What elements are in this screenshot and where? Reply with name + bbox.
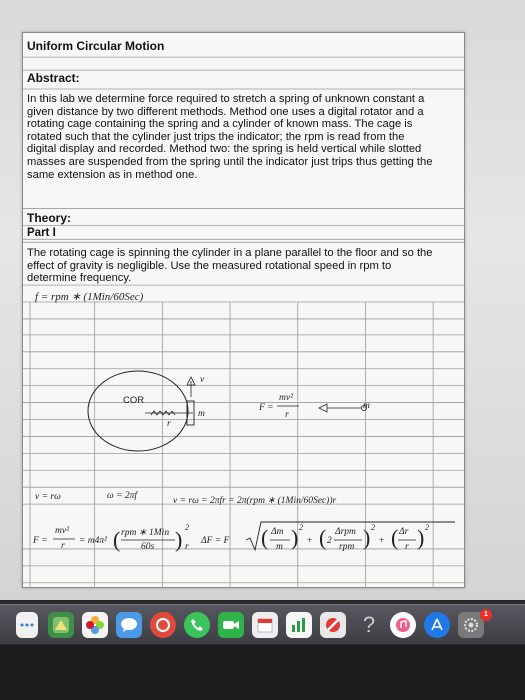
paren-close: ) [175,527,183,552]
abstract-line: given distance by two different methods. Method one uses a digital rotator and a [27,105,424,118]
paren-close: ) [291,525,299,550]
fraction-bar [121,539,175,541]
paren-open: ( [319,525,327,550]
theory-line: effect of gravity is negligible. Use the measured rotational speed in rpm to [27,259,392,272]
abstract-line: rotated such that the cylinder just trips the indicator; the rpm is read from the [27,130,405,143]
velocity-formula: v = rω [35,492,61,502]
abstract-heading: Abstract: [27,71,80,85]
messages-icon[interactable] [116,612,142,638]
calendar-icon[interactable] [252,612,278,638]
page-title: Uniform Circular Motion [27,39,165,53]
app-store-icon[interactable] [424,612,450,638]
theory-heading: Theory: [27,211,72,225]
omega-formula: ω = 2πf [107,491,138,501]
paren-close: ) [363,525,371,550]
maps-icon[interactable] [48,612,74,638]
theory-line: determine frequency. [27,272,132,285]
r-denominator: r [405,542,409,552]
photos-icon[interactable] [82,612,108,638]
facetime-icon[interactable] [150,612,176,638]
theory-line: The rotating cage is spinning the cylinder in a plane parallel to the floor and so the [27,247,433,259]
exponent: 2 [371,523,375,532]
sixty-seconds: 60s [141,542,155,552]
force-arrow-diagram [315,403,369,415]
fraction-bar [53,538,75,540]
exponent: 2 [185,523,189,532]
document-page [22,32,465,588]
force-m4pi: = m4π² [79,536,108,546]
paren-open: ( [113,527,121,552]
delta-m: Δm [271,527,284,537]
paren-open: ( [261,525,269,550]
frequency-formula: f = rpm ∗ (1Min/60Sec) [35,291,144,303]
delta-rpm: Δrpm [335,527,356,537]
mass-label: m [198,409,205,419]
rotation-diagram [83,363,213,453]
facetime-video-icon[interactable] [218,612,244,638]
abstract-line: masses are suspended from the spring until the indicator just trips thus getting the [27,155,433,168]
theory-text [27,247,459,285]
abstract-line: same extension as in method one. [27,168,198,181]
force-lhs: F = [33,536,48,546]
force-denominator: r [285,410,289,420]
desk-surface [0,645,525,700]
dock [0,604,525,644]
factor-two: 2 [327,536,332,546]
numbers-icon[interactable] [286,612,312,638]
fraction-bar [398,539,416,541]
force-r: r [61,541,65,551]
velocity-full-formula: v = rω = 2πfr = 2π(rpm ∗ (1Min/60Sec))r [173,496,337,506]
force-mv2: mv² [55,526,69,536]
over-r: r [185,542,189,552]
theory-part: Part I [27,227,56,239]
fraction-bar [334,539,362,541]
phone-icon[interactable] [184,612,210,638]
paren-open: ( [391,525,399,550]
radius-label: r [167,419,171,429]
fraction-bar [270,539,290,541]
delta-r: Δr [399,527,409,537]
exponent: 2 [299,523,303,532]
cor-label: COR [123,395,145,406]
launchpad-icon[interactable] [16,612,38,638]
m-denominator: m [276,542,283,552]
abstract-line: rotating cage containing the spring and a cylinder of known mass. The cage is [27,118,413,131]
plus-sign: + [379,536,385,546]
abstract-text [27,93,459,181]
help-icon[interactable]: ? [362,612,376,637]
force-label: F = [259,403,274,413]
fraction-bar [277,405,299,407]
paren-close: ) [417,525,425,550]
news-icon[interactable] [320,612,346,638]
notification-badge: 1 [480,609,492,621]
abstract-line: digital display and recorded. Method two: the spring is held vertical while slotted [27,143,422,156]
mass-right-label: m [363,401,370,411]
rpm-denominator: rpm [339,542,355,552]
velocity-label: v [200,375,205,385]
force-numerator: mv² [279,393,293,403]
exponent: 2 [425,523,429,532]
music-icon[interactable] [390,612,416,638]
plus-sign: + [307,536,313,546]
abstract-line: In this lab we determine force required to stretch a spring of unknown constant a [27,93,425,105]
delta-f: ΔF = F [201,536,230,546]
rpm-min: rpm ∗ 1Min [121,528,170,538]
